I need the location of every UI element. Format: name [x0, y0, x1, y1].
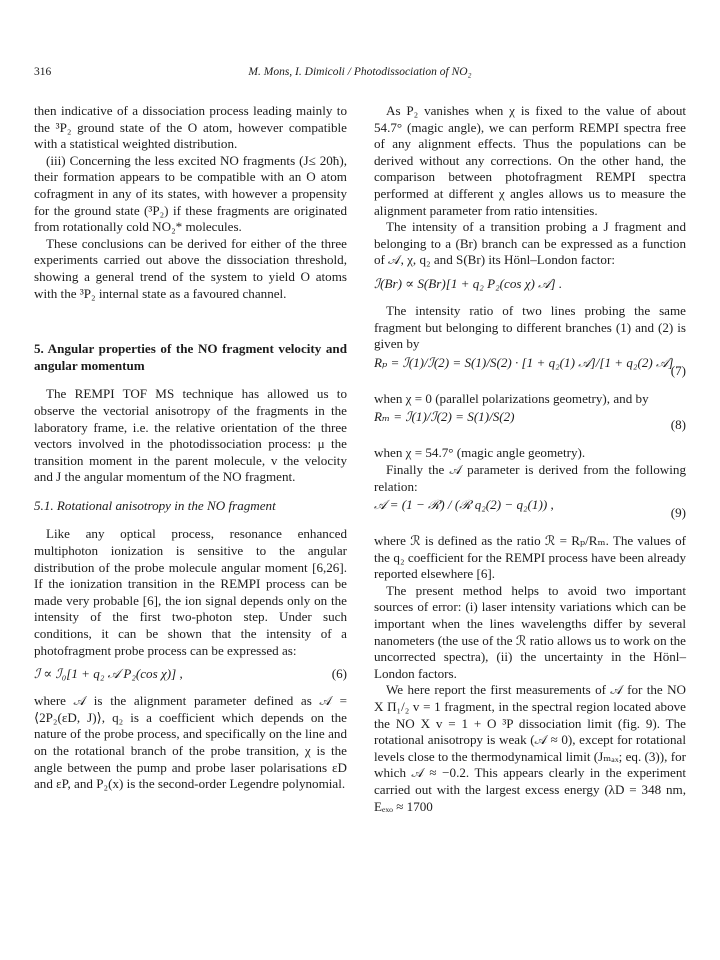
equation-branch-intensity — [374, 276, 686, 296]
equation-body: ℐ ∝ ℐ₀[1 + q₂ 𝒜 P₂(cos χ)] , — [34, 666, 183, 682]
paragraph: Finally the 𝒜 parameter is derived from the following relation: — [374, 461, 686, 494]
paragraph: The present method helps to avoid two important sources of error: (i) laser intensity variations which can be important when the lines wavelengths differ by several nanometers (the use of the ℛ ratio allows us to work on the uncorrected spectra), (ii) the uncertainty in the Hönl–London factors. — [374, 582, 686, 681]
page-number: 316 — [34, 66, 52, 78]
paragraph: where ℛ is defined as the ratio ℛ = Rₚ/Rₘ. The values of the q₂ coefficient for the REMPI process have been already reported elsewhere [6]. — [374, 533, 686, 582]
paragraph: The REMPI TOF MS technique has allowed us to observe the vectorial anisotropy of the fragments in the laboratory frame, i.e. the relative orientation of the three vectors involved in the photodissociation process: μ the transition moment in the parent molecule, v the velocity and J the angular momentum of the NO fragment. — [34, 386, 347, 485]
paragraph: then indicative of a dissociation process leading mainly to the ³P₂ ground state of the O atom, however compatible with a statistical weighted distribution. — [34, 103, 347, 152]
paragraph: The intensity ratio of two lines probing the same fragment but belonging to different branches (1) and (2) is given by — [374, 302, 686, 352]
equation-8 — [374, 407, 686, 445]
equation-body: Rₘ = ℐ(1)/ℐ(2) = S(1)/S(2) — [374, 409, 515, 425]
left-column — [34, 103, 347, 793]
equation-number: (7) — [670, 362, 686, 378]
right-column — [374, 103, 686, 815]
paragraph: As P₂ vanishes when χ is fixed to the value of about 54.7° (magic angle), we can perform REMPI spectra free of any alignment effects. Thus the populations can be derived without any corrections. On the other hand, the comparison between photofragment REMPI spectra performed at different χ angles allows us to measure the alignment parameter from ratio intensities. — [374, 103, 686, 218]
paragraph: (iii) Concerning the less excited NO fragments (J≤ 20ħ), their formation appears to be compatible with an O atom cofragment in any of its states, with however a propensity for the ground state (³P₂) if these fragments are originated from rotationally cold NO₂* molecules. — [34, 152, 347, 235]
equation-6 — [34, 666, 347, 686]
running-head: M. Mons, I. Dimicoli / Photodissociation of NO₂ — [248, 66, 472, 78]
paragraph: Like any optical process, resonance enhanced multiphoton ionization is sensitive to the angular distribution of the probe molecule angular moment [6,26]. If the ionization transition in the REMPI process can be made very probable [6], the ion signal depends only on the intensity of the first two-photon step. Under such conditions, it can be shown that the intensity of a photofragment probe process can be expressed as: — [34, 526, 347, 658]
paragraph: We here report the first measurements of 𝒜 for the NO X Π₁/₂ v = 1 fragment, in the spectral region located above the NO X v = 1 + O ³P dissociation limit (fig. 9). The rotational anisotropy is weak (𝒜 ≈ 0), except for rotational levels close to the thermodynamical limit (Jₘₐₓ; eq. (3)), for which 𝒜 ≈ −0.2. This appears clearly in the experiment carried out with the largest excess energy (λD = 348 nm, Eₑₓₒ ≈ 1700 — [374, 682, 686, 814]
section-heading: 5. Angular properties of the NO fragment velocity and angular momentum — [34, 341, 347, 373]
page-header — [34, 66, 686, 84]
equation-number: (9) — [670, 505, 686, 521]
equation-number: (8) — [670, 417, 686, 433]
subsection-heading: 5.1. Rotational anisotropy in the NO fragment — [34, 497, 276, 513]
paragraph: when χ = 54.7° (magic angle geometry). — [374, 445, 586, 461]
equation-7 — [374, 353, 686, 391]
equation-body: 𝒜 = (1 − ℛ) / (ℛ q₂(2) − q₂(1)) , — [374, 497, 554, 513]
paragraph: when χ = 0 (parallel polarizations geometry), and by — [374, 390, 649, 406]
equation-body: Rₚ = ℐ(1)/ℐ(2) = S(1)/S(2) · [1 + q₂(1) 𝒜]/[1 + q₂(2) 𝒜] — [374, 354, 674, 370]
equation-number: (6) — [331, 666, 347, 682]
paragraph: These conclusions can be derived for either of the three experiments carried out above the dissociation threshold, showing a general trend of the system to yield O atoms with the ³P₂ internal state as a favoured channel. — [34, 235, 347, 301]
equation-9 — [374, 495, 686, 533]
paragraph: where 𝒜 is the alignment parameter defined as 𝒜 = ⟨2P₂(εD, J)⟩, q₂ is a coefficient which depends on the nature of the probe process, and specifically on the line and on the rotational branch of the probe transition, χ is the angle between the pump and probe laser polarisations εD and εP, and P₂(x) is the second-order Legendre polynomial. — [34, 693, 347, 792]
paragraph: The intensity of a transition probing a J fragment and belonging to a (Br) branch can be expressed as a function of 𝒜, χ, q₂ and S(Br) its Hönl–London factor: — [374, 219, 686, 268]
equation-body: ℐ(Br) ∝ S(Br)[1 + q₂ P₂(cos χ) 𝒜] . — [374, 275, 563, 291]
